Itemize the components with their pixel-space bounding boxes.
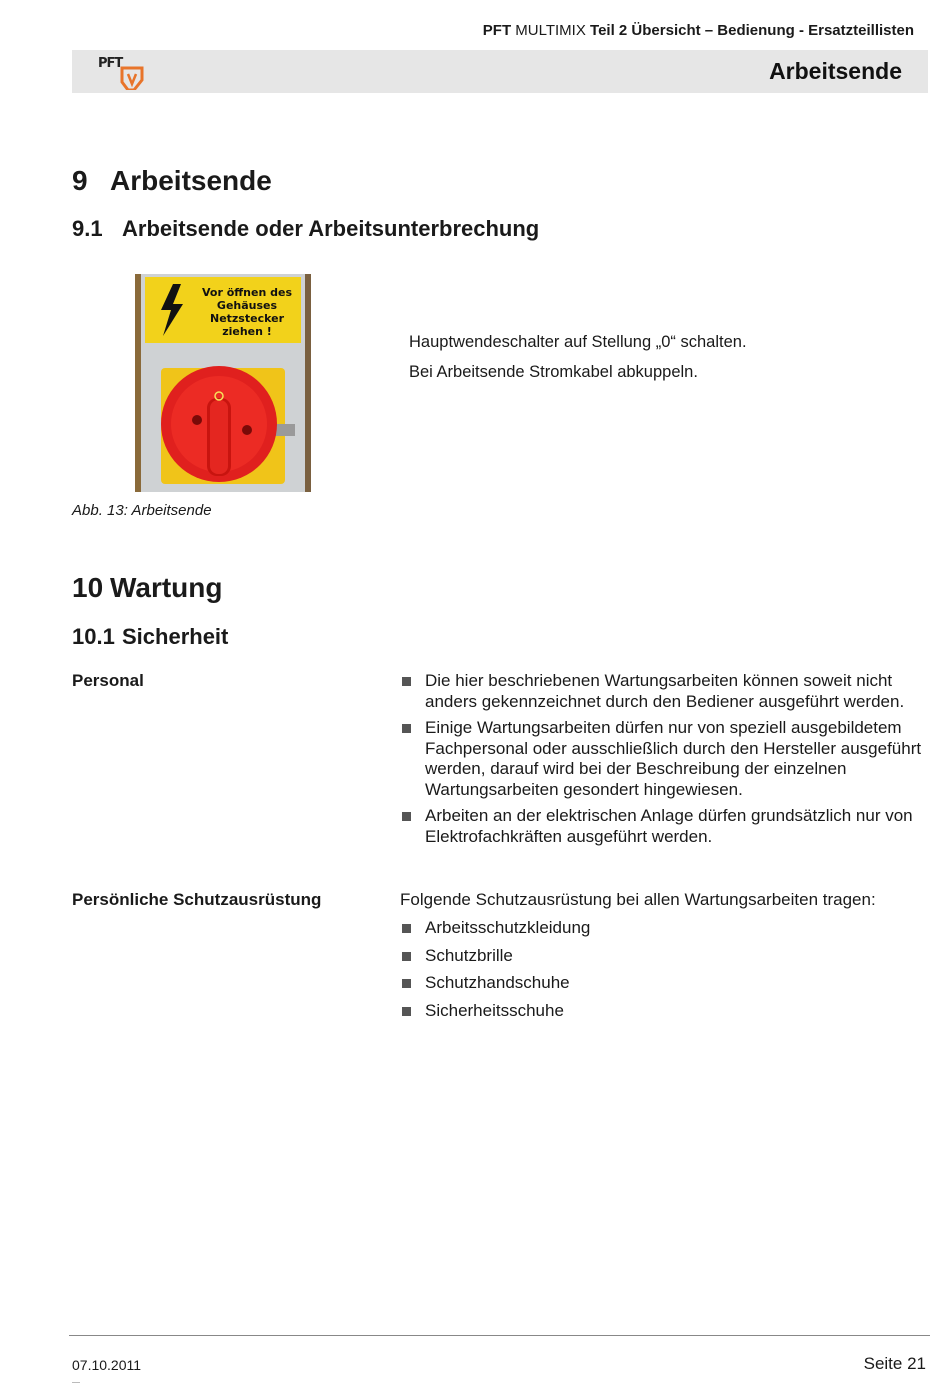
sign-line-4: ziehen !	[222, 325, 272, 338]
header-product: MULTIMIX	[515, 22, 586, 39]
sign-line-2: Gehäuses	[216, 299, 278, 312]
sign-line-1: Vor öffnen des	[201, 286, 293, 299]
list-item-text: Schutzhandschuhe	[425, 973, 570, 992]
main-switch-photo	[135, 274, 311, 492]
footer-date: 07.10.2011	[72, 1357, 142, 1373]
list-item-text: Sicherheitsschuhe	[425, 1000, 564, 1020]
list-item-text: Schutzbrille	[425, 945, 513, 965]
figure-caption: Abb. 13: Arbeitsende	[72, 502, 212, 519]
section-number: 10.1	[72, 624, 115, 649]
list-item-text: Einige Wartungsarbeiten dürfen nur von speziell ausgebildetem Fachpersonal oder ausschließlich durch den Hersteller ausgeführt werden, darauf wird bei der Beschreibung der einzelnen Wartungsarbeiten gesondert hingewiesen.	[425, 718, 922, 799]
logo-text: PFT	[98, 56, 123, 71]
bullet-square-icon	[402, 724, 411, 733]
running-header	[483, 22, 914, 39]
footer-mark	[72, 1382, 80, 1383]
list-item	[400, 946, 930, 967]
section-title: Arbeitsende oder Arbeitsunterbrechung	[122, 216, 540, 241]
chapter-title: Arbeitsende	[110, 165, 272, 196]
footer-divider	[69, 1335, 930, 1336]
bullet-square-icon	[402, 979, 411, 988]
section-number: 9.1	[72, 216, 103, 241]
bullet-square-icon	[402, 677, 411, 686]
header-band	[72, 50, 928, 93]
section-title: Sicherheit	[122, 624, 229, 649]
chapter-number: 9	[72, 165, 88, 196]
list-item	[400, 718, 930, 800]
chapter-title: Wartung	[110, 572, 223, 603]
instruction-2: Bei Arbeitsende Stromkabel abkuppeln.	[409, 363, 698, 381]
pft-logo	[98, 54, 146, 90]
psa-intro: Folgende Schutzausrüstung bei allen Wartungsarbeiten tragen:	[400, 890, 876, 909]
list-item	[400, 1001, 930, 1022]
list-item-text: Die hier beschriebenen Wartungsarbeiten können soweit nicht anders gekennzeichnet durch den Bediener ausgeführt werden.	[425, 671, 905, 711]
header-title: Teil 2 Übersicht – Bedienung - Ersatzteillisten	[590, 22, 914, 39]
list-item	[400, 918, 930, 939]
chapter-heading-10	[72, 572, 223, 604]
bullet-square-icon	[402, 952, 411, 961]
section-heading-10-1	[72, 624, 228, 650]
list-item	[400, 806, 930, 847]
chapter-number: 10	[72, 572, 104, 603]
list-item	[400, 973, 930, 994]
page-number: Seite 21	[863, 1354, 926, 1373]
header-section-title: Arbeitsende	[769, 58, 902, 84]
psa-label: Persönliche Schutzausrüstung	[72, 890, 322, 909]
header-brand: PFT	[482, 22, 512, 39]
psa-list	[400, 918, 930, 1021]
bullet-square-icon	[402, 924, 411, 933]
bullet-square-icon	[402, 1007, 411, 1016]
bullet-square-icon	[402, 812, 411, 821]
list-item	[400, 671, 930, 712]
instruction-1: Hauptwendeschalter auf Stellung „0“ schalten.	[409, 333, 747, 351]
section-heading-9-1	[72, 216, 539, 242]
list-item-text: Arbeitsschutzkleidung	[425, 918, 591, 937]
chapter-heading-9	[72, 165, 272, 197]
personal-list	[400, 671, 930, 847]
list-item-text: Arbeiten an der elektrischen Anlage dürfen grundsätzlich nur von Elektrofachkräften ausgeführt werden.	[425, 806, 913, 846]
sign-line-3: Netzstecker	[209, 312, 285, 325]
personal-label: Personal	[72, 671, 144, 690]
